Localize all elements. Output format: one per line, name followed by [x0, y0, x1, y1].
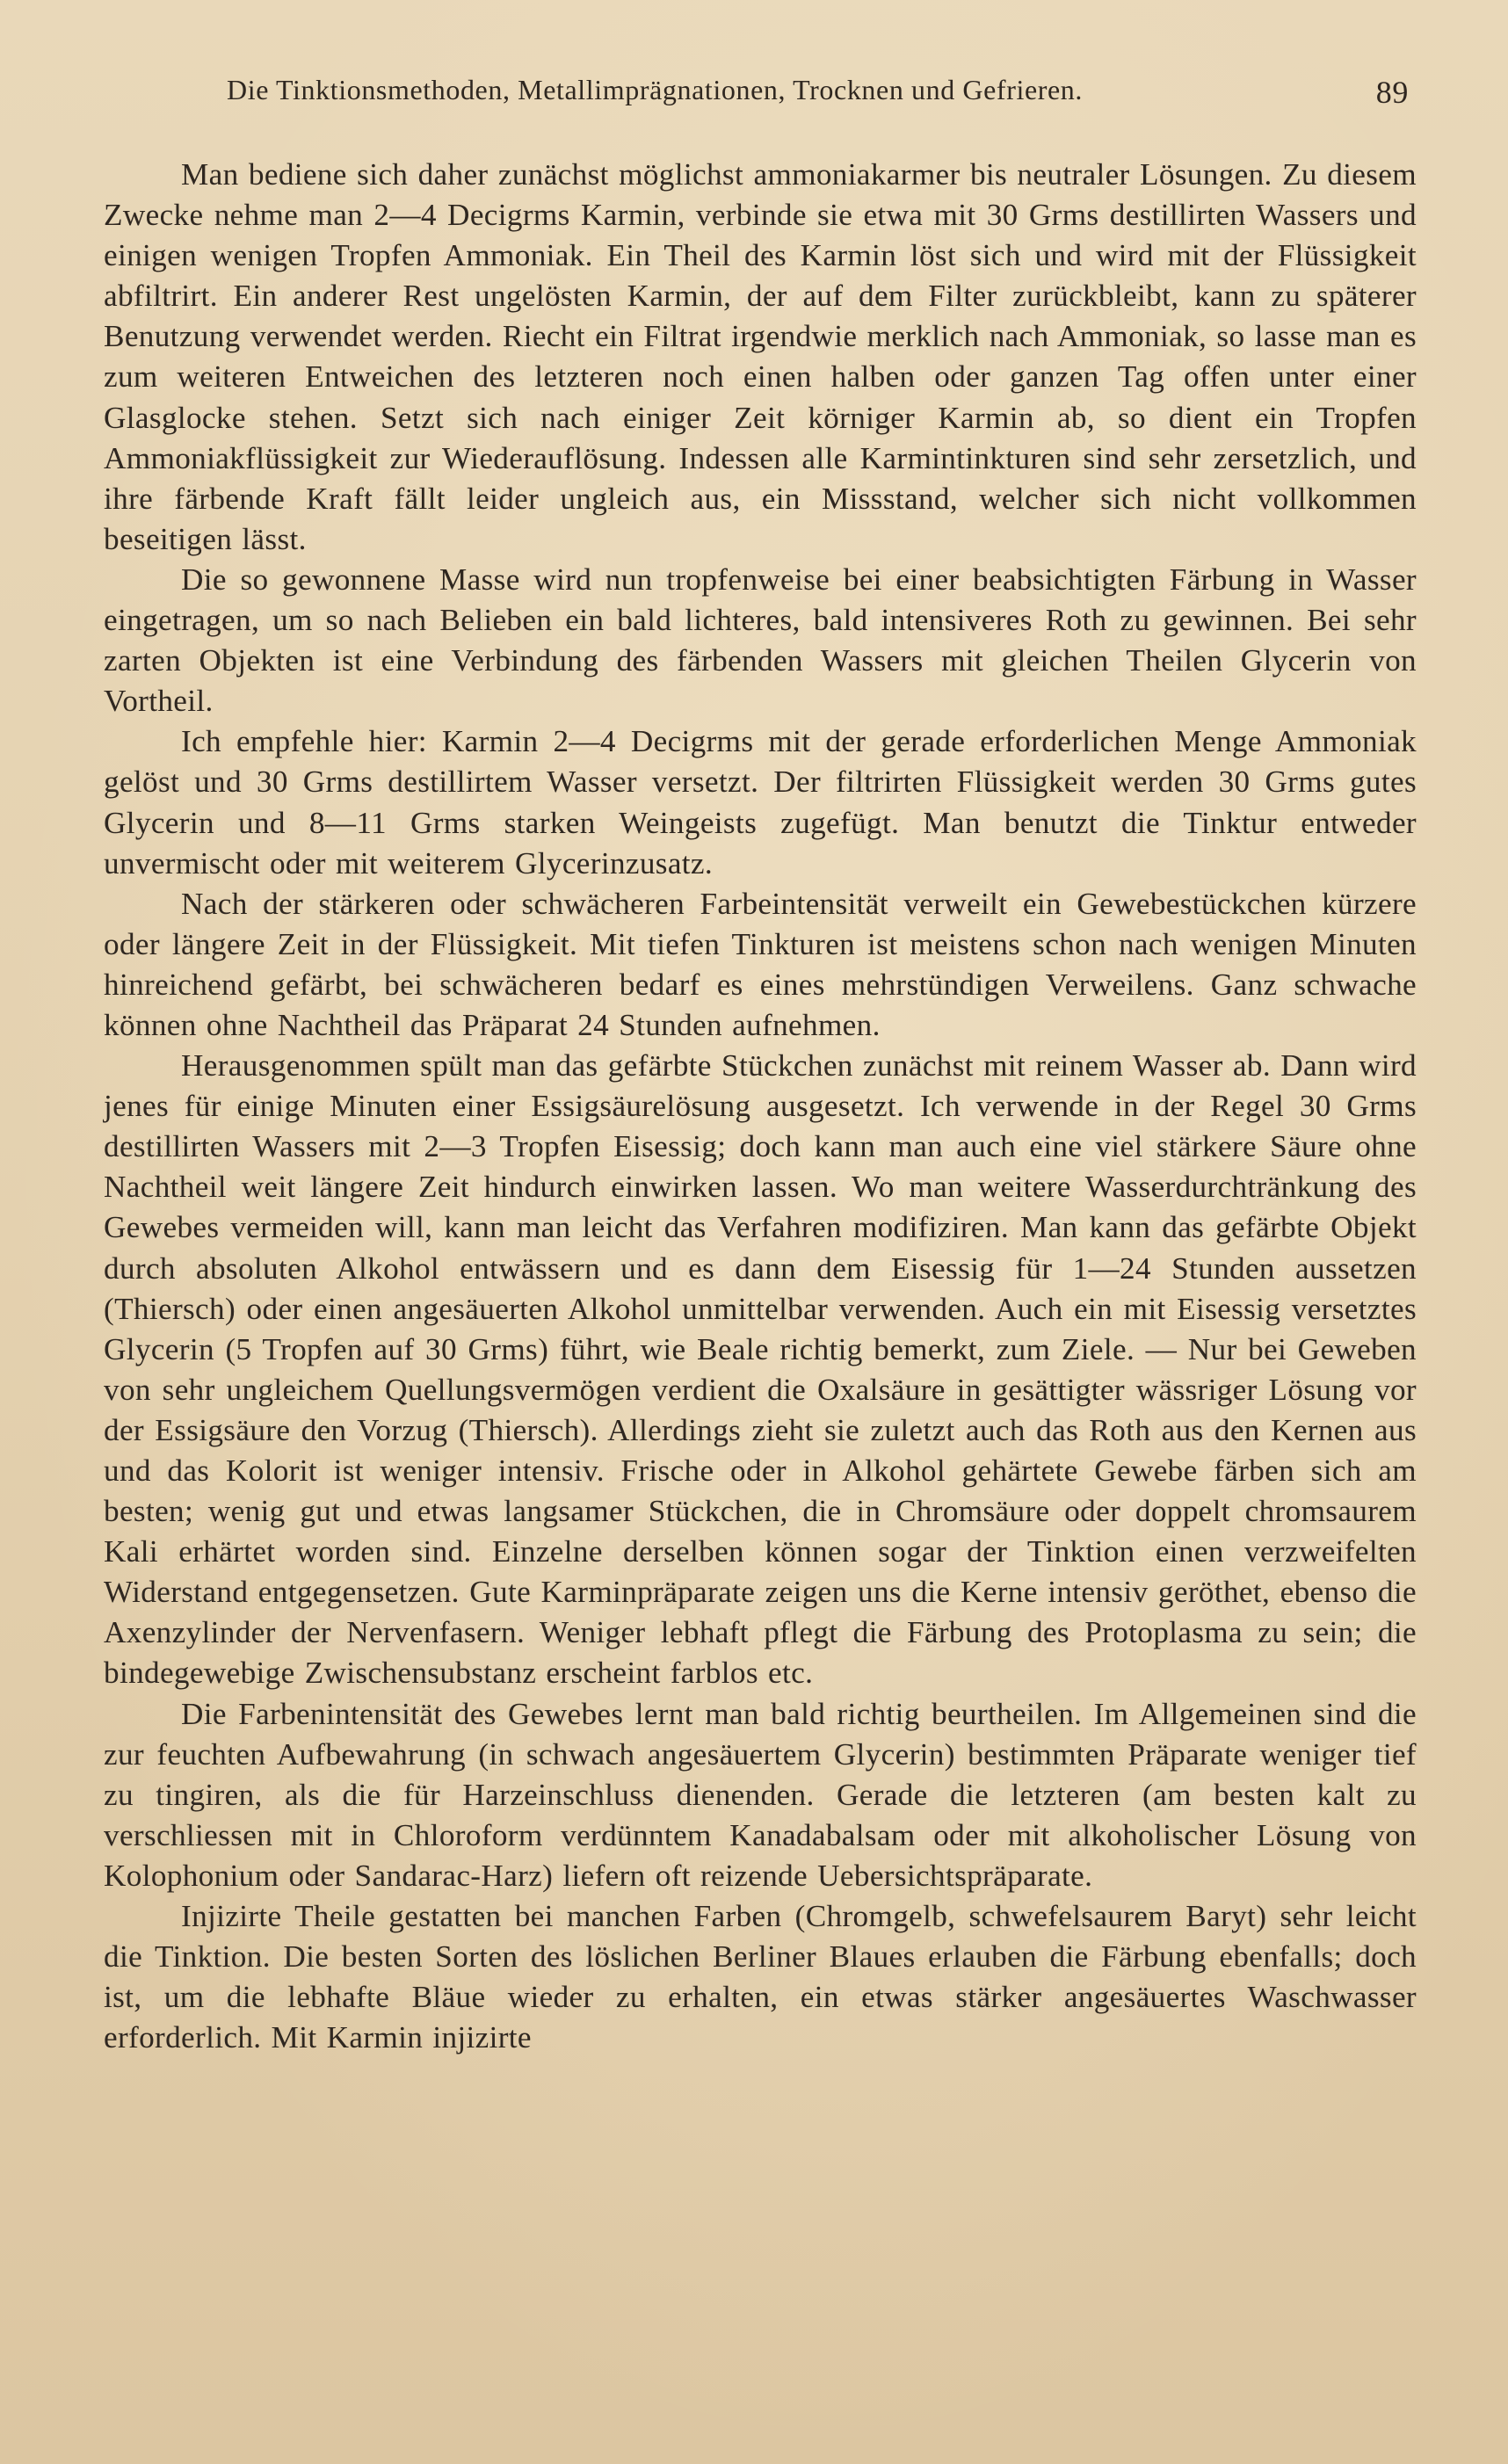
- body-text: [104, 155, 1417, 2058]
- running-title: Die Tinktionsmethoden, Metallimprägnationen, Trocknen und Gefrieren.: [227, 74, 1084, 105]
- paragraph: Man bediene sich daher zunächst möglichst ammoniakarmer bis neutraler Lösungen. Zu diesem Zwecke nehme man 2—4 Decigrms Karmin, verbinde sie etwa mit 30 Grms destillirten Wassers und einigen wenigen Tropfen Ammoniak. Ein Theil des Karmin löst sich und wird mit der Flüssigkeit abfiltrirt. Ein anderer Rest ungelösten Karmin, der auf dem Filter zurückbleibt, kann zu späterer Benutzung verwendet werden. Riecht ein Filtrat irgendwie merklich nach Ammoniak, so lasse man es zum weiteren Entweichen des letzteren noch einen halben oder ganzen Tag offen unter einer Glasglocke stehen. Setzt sich nach einiger Zeit körniger Karmin ab, so dient ein Tropfen Ammoniakflüssigkeit zur Wiederauflösung. Indessen alle Karmintinkturen sind sehr zersetzlich, und ihre färbende Kraft fällt leider ungleich aus, ein Missstand, welcher sich nicht vollkommen beseitigen lässt.: [104, 157, 1417, 556]
- paragraph: Herausgenommen spült man das gefärbte Stückchen zunächst mit reinem Wasser ab. Dann wird jenes für einige Minuten einer Essigsäurelösung ausgesetzt. Ich verwende in der Regel 30 Grms destillirten Wassers mit 2—3 Tropfen Eisessig; doch kann man auch eine viel stärkere Säure ohne Nachtheil weit längere Zeit hindurch einwirken lassen. Wo man weitere Wasserdurchtränkung des Gewebes vermeiden will, kann man leicht das Verfahren modifiziren. Man kann das gefärbte Objekt durch absoluten Alkohol entwässern und es dann dem Eisessig für 1—24 Stunden aussetzen (Thiersch) oder einen angesäuerten Alkohol unmittelbar verwenden. Auch ein mit Eisessig versetztes Glycerin (5 Tropfen auf 30 Grms) führt, wie Beale richtig bemerkt, zum Ziele. — Nur bei Geweben von sehr ungleichem Quellungsvermögen verdient die Oxalsäure in gesättigter wässriger Lösung vor der Essigsäure den Vorzug (Thiersch). Allerdings zieht sie zuletzt auch das Roth aus den Kernen aus und das Kolorit ist weniger intensiv. Frische oder in Alkohol gehärtete Gewebe färben sich am besten; wenig gut und etwas langsamer Stückchen, die in Chromsäure oder doppelt chromsaurem Kali erhärtet worden sind. Einzelne derselben können sogar der Tinktion einen verzweifelten Widerstand entgegensetzen. Gute Karminpräparate zeigen uns die Kerne intensiv geröthet, ebenso die Axenzylinder der Nervenfasern. Weniger lebhaft pflegt die Färbung des Protoplasma zu sein; die bindegewebige Zwischensubstanz erscheint farblos etc.: [104, 1048, 1417, 1691]
- paragraph: Die so gewonnene Masse wird nun tropfenweise bei einer beabsichtigten Färbung in Wasser eingetragen, um so nach Belieben ein bald lichteres, bald intensiveres Roth zu gewinnen. Bei sehr zarten Objekten ist eine Verbindung des färbenden Wassers mit gleichen Theilen Glycerin von Vortheil.: [104, 562, 1417, 719]
- paragraph: Die Farbenintensität des Gewebes lernt man bald richtig beurtheilen. Im Allgemeinen sind die zur feuchten Aufbewahrung (in schwach angesäuertem Glycerin) bestimmten Präparate weniger tief zu tingiren, als die für Harzeinschluss dienenden. Gerade die letzteren (am besten kalt zu verschliessen mit in Chloroform verdünntem Kanadabalsam oder mit alkoholischer Lösung von Kolophonium oder Sandarac-Harz) liefern oft reizende Uebersichtspräparate.: [104, 1696, 1417, 1893]
- paragraph: Nach der stärkeren oder schwächeren Farbeintensität verweilt ein Gewebestückchen kürzere oder längere Zeit in der Flüssigkeit. Mit tiefen Tinkturen ist meistens schon nach wenigen Minuten hinreichend gefärbt, bei schwächeren bedarf es eines mehrstündigen Verweilens. Ganz schwache können ohne Nachtheil das Präparat 24 Stunden aufnehmen.: [104, 886, 1417, 1042]
- page-header: [227, 74, 1409, 118]
- paragraph: Ich empfehle hier: Karmin 2—4 Decigrms mit der gerade erforderlichen Menge Ammoniak gelöst und 30 Grms destillirtem Wasser versetzt. Der filtrirten Flüssigkeit werden 30 Grms gutes Glycerin und 8—11 Grms starken Weingeists zugefügt. Man benutzt die Tinktur entweder unvermischt oder mit weiterem Glycerinzusatz.: [104, 724, 1417, 881]
- page-number: 89: [1375, 75, 1409, 110]
- paragraph: Injizirte Theile gestatten bei manchen Farben (Chromgelb, schwefelsaurem Baryt) sehr leicht die Tinktion. Die besten Sorten des löslichen Berliner Blaues erlauben die Färbung ebenfalls; doch ist, um die lebhafte Bläue wieder zu erhalten, ein etwas stärker angesäuertes Waschwasser erforderlich. Mit Karmin injizirte: [104, 1899, 1417, 2055]
